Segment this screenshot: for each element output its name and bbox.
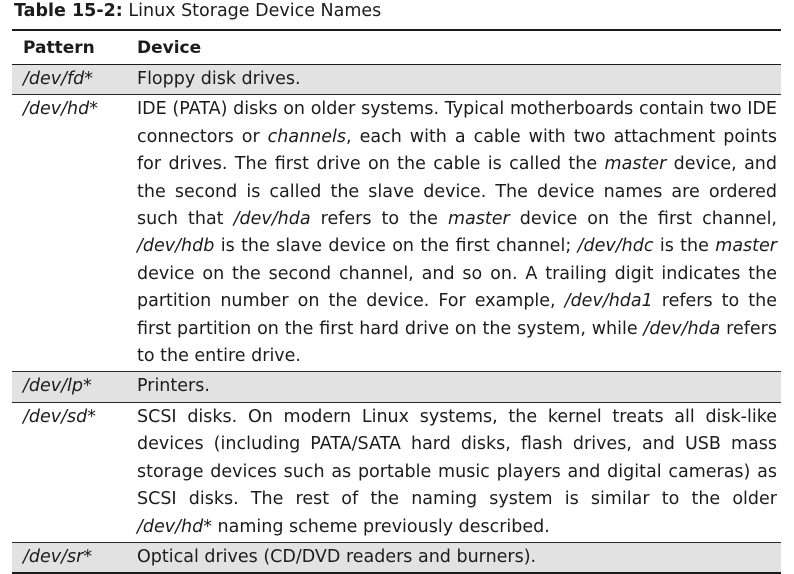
table-caption-label: Table 15-2: (14, 1, 123, 21)
table-row (12, 65, 781, 95)
table-body (12, 65, 781, 574)
column-header-pattern: Pattern (12, 30, 126, 65)
italic-term: master (715, 236, 777, 257)
table-caption-title: Linux Storage Device Names (128, 1, 382, 21)
table-caption (14, 0, 381, 22)
description-cell: IDE (PATA) disks on older systems. Typical motherboards contain two IDE connectors or channels, each with a cable with two attachment points for drives. The first drive on the cable is called the master device, and the second is called the slave device. The device names are ordered such that /dev/hda refers to the master device on the first channel, /dev/hdb is the slave device on the first channel; /dev/hdc is the master device on the second channel, and so on. A trailing digit indicates the partition number on the device. For example, /dev/hda1 refers to the first partition on the first hard drive on the system, while /dev/hda refers to the entire drive. (126, 95, 781, 372)
table-row (12, 95, 781, 372)
pattern-cell: /dev/fd* (12, 65, 126, 95)
italic-term: channels (267, 126, 347, 147)
italic-term: /dev/hda (233, 209, 311, 230)
description-cell: Optical drives (CD/DVD readers and burners). (126, 542, 781, 573)
device-names-table (12, 29, 781, 574)
description-cell: Printers. (126, 372, 781, 402)
italic-term: /dev/hdb (137, 236, 215, 257)
column-header-device: Device (126, 30, 781, 65)
italic-term: master (604, 154, 667, 175)
pattern-cell: /dev/lp* (12, 372, 126, 402)
table-row (12, 372, 781, 402)
table-header-row (12, 30, 781, 65)
table-row (12, 542, 781, 573)
pattern-cell: /dev/hd* (12, 95, 126, 372)
italic-term: /dev/hda1 (564, 291, 653, 312)
italic-term: /dev/hd* (137, 516, 212, 537)
description-cell: SCSI disks. On modern Linux systems, the kernel treats all disk-like devices (including PATA/SATA hard disks, flash drives, and USB mass storage devices such as portable music players and digital cameras) as SCSI disks. The rest of the naming system is similar to the older /dev/hd* naming scheme previously described. (126, 402, 781, 542)
italic-term: /dev/hdc (577, 236, 654, 257)
italic-term: /dev/hda (643, 318, 721, 339)
pattern-cell: /dev/sr* (12, 542, 126, 573)
pattern-cell: /dev/sd* (12, 402, 126, 542)
table-row (12, 402, 781, 542)
italic-term: master (447, 209, 510, 230)
description-cell: Floppy disk drives. (126, 65, 781, 95)
